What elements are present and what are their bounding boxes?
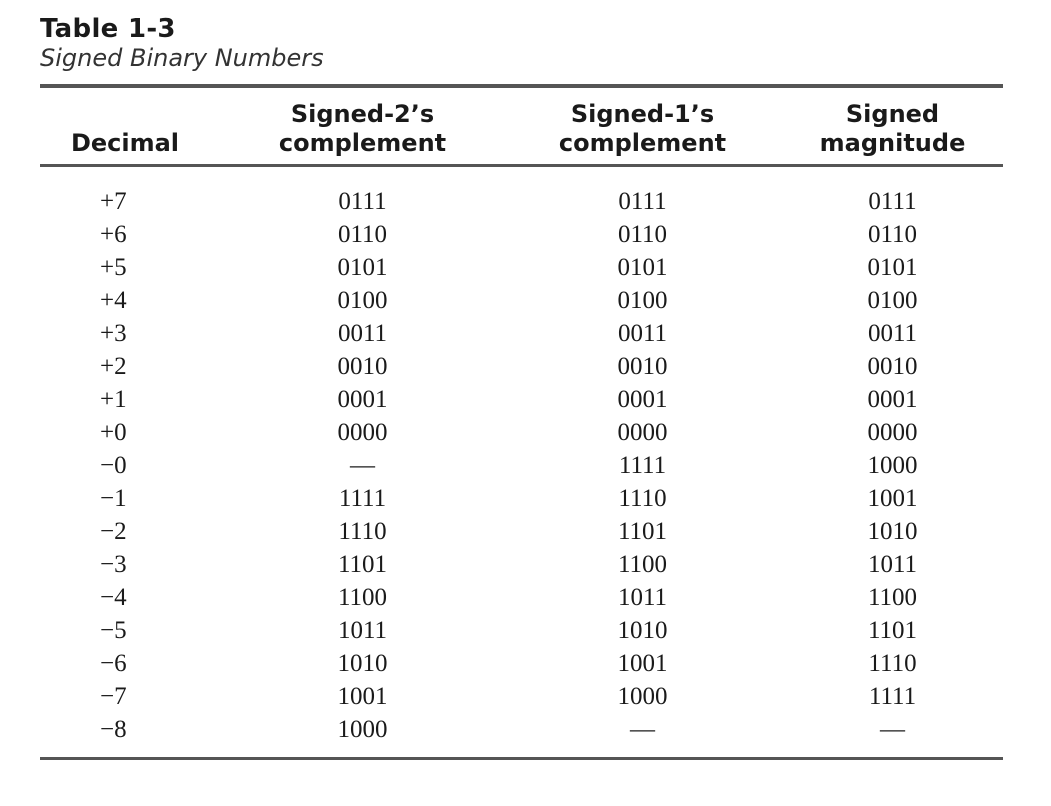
table-row	[40, 548, 1003, 581]
bottom-rule	[40, 757, 1003, 760]
table-row	[40, 350, 1003, 383]
table-row	[40, 185, 1003, 218]
header-signed-magnitude	[800, 100, 985, 158]
cell-signed-1s: 0100	[617, 287, 668, 314]
cell-decimal: −0	[100, 452, 127, 479]
cell-decimal: −2	[100, 518, 127, 545]
header-2s-line-1: Signed-2’s	[290, 100, 435, 128]
cell-signed-magnitude: 1100	[867, 584, 918, 611]
table-header	[40, 100, 1003, 160]
table-body	[40, 185, 1003, 746]
cell-signed-2s: 1010	[337, 650, 388, 677]
cell-signed-1s: 1111	[618, 452, 667, 479]
cell-decimal: +2	[100, 353, 127, 380]
cell-signed-1s: 0010	[617, 353, 668, 380]
cell-signed-magnitude: 0011	[867, 320, 918, 347]
table-row	[40, 383, 1003, 416]
header-1s-line-2: complement	[558, 129, 727, 157]
cell-signed-1s: 1110	[618, 485, 667, 512]
header-signed-1s-complement	[530, 100, 755, 158]
cell-signed-1s: 0000	[617, 419, 668, 446]
header-decimal	[40, 129, 210, 158]
cell-decimal: −4	[100, 584, 127, 611]
cell-decimal: +3	[100, 320, 127, 347]
header-magnitude-line-1: Signed	[845, 100, 940, 128]
cell-decimal: −5	[100, 617, 127, 644]
cell-signed-2s: 0001	[337, 386, 388, 413]
cell-decimal: +7	[100, 188, 127, 215]
cell-signed-1s: 0110	[617, 221, 668, 248]
cell-signed-magnitude: 0000	[867, 419, 918, 446]
cell-decimal: +4	[100, 287, 127, 314]
cell-signed-2s: 0101	[337, 254, 388, 281]
cell-signed-2s: 0100	[337, 287, 388, 314]
header-1s-line-1: Signed-1’s	[570, 100, 715, 128]
cell-signed-2s: 0011	[337, 320, 388, 347]
table-row	[40, 251, 1003, 284]
header-rule	[40, 164, 1003, 167]
table-title: Signed Binary Numbers	[40, 44, 324, 72]
cell-signed-magnitude: 1000	[867, 452, 918, 479]
cell-signed-2s: 1001	[337, 683, 388, 710]
cell-signed-1s: 0001	[617, 386, 668, 413]
cell-signed-1s: 1001	[617, 650, 668, 677]
cell-signed-magnitude: 1111	[868, 683, 917, 710]
cell-signed-2s: 0110	[337, 221, 388, 248]
table-row	[40, 482, 1003, 515]
cell-signed-magnitude: 0111	[868, 188, 917, 215]
cell-signed-1s: —	[630, 716, 655, 743]
cell-signed-1s: 0011	[617, 320, 668, 347]
table-row	[40, 317, 1003, 350]
cell-signed-2s: 1110	[338, 518, 387, 545]
cell-signed-2s: 0010	[337, 353, 388, 380]
header-decimal-line-1: Decimal	[70, 129, 180, 157]
cell-signed-2s: 1111	[338, 485, 387, 512]
cell-signed-1s: 1011	[617, 584, 668, 611]
cell-signed-magnitude: 0100	[867, 287, 918, 314]
cell-decimal: +6	[100, 221, 127, 248]
cell-signed-magnitude: 0110	[867, 221, 918, 248]
header-2s-line-2: complement	[278, 129, 447, 157]
cell-signed-2s: 1011	[337, 617, 388, 644]
cell-signed-1s: 1100	[617, 551, 668, 578]
cell-decimal: −3	[100, 551, 127, 578]
table-row	[40, 449, 1003, 482]
cell-decimal: −7	[100, 683, 127, 710]
cell-decimal: +0	[100, 419, 127, 446]
table-row	[40, 515, 1003, 548]
cell-decimal: −6	[100, 650, 127, 677]
table-row	[40, 284, 1003, 317]
table-row	[40, 680, 1003, 713]
top-rule	[40, 84, 1003, 88]
cell-signed-1s: 0101	[617, 254, 668, 281]
cell-signed-magnitude: 0001	[867, 386, 918, 413]
table-row	[40, 614, 1003, 647]
cell-signed-magnitude: 0101	[867, 254, 918, 281]
cell-signed-1s: 1000	[617, 683, 668, 710]
cell-signed-magnitude: 1101	[867, 617, 918, 644]
cell-signed-magnitude: 1011	[867, 551, 918, 578]
cell-signed-2s: 0111	[338, 188, 387, 215]
cell-signed-2s: 1101	[337, 551, 388, 578]
cell-decimal: +1	[100, 386, 127, 413]
table-row	[40, 713, 1003, 746]
table-caption	[40, 14, 324, 72]
table-row	[40, 218, 1003, 251]
cell-signed-2s: 0000	[337, 419, 388, 446]
cell-signed-2s: 1100	[337, 584, 388, 611]
cell-signed-1s: 1101	[617, 518, 668, 545]
cell-decimal: +5	[100, 254, 127, 281]
table-row	[40, 647, 1003, 680]
cell-decimal: −8	[100, 716, 127, 743]
table-row	[40, 581, 1003, 614]
cell-signed-magnitude: 1001	[867, 485, 918, 512]
cell-signed-magnitude: —	[880, 716, 905, 743]
table-row	[40, 416, 1003, 449]
cell-signed-magnitude: 1110	[868, 650, 917, 677]
cell-signed-magnitude: 1010	[867, 518, 918, 545]
cell-signed-2s: —	[350, 452, 375, 479]
header-signed-2s-complement	[250, 100, 475, 158]
table-number: Table 1-3	[40, 14, 176, 44]
cell-signed-1s: 0111	[618, 188, 667, 215]
cell-signed-magnitude: 0010	[867, 353, 918, 380]
cell-signed-2s: 1000	[337, 716, 388, 743]
header-magnitude-line-2: magnitude	[819, 129, 966, 157]
cell-signed-1s: 1010	[617, 617, 668, 644]
cell-decimal: −1	[100, 485, 127, 512]
